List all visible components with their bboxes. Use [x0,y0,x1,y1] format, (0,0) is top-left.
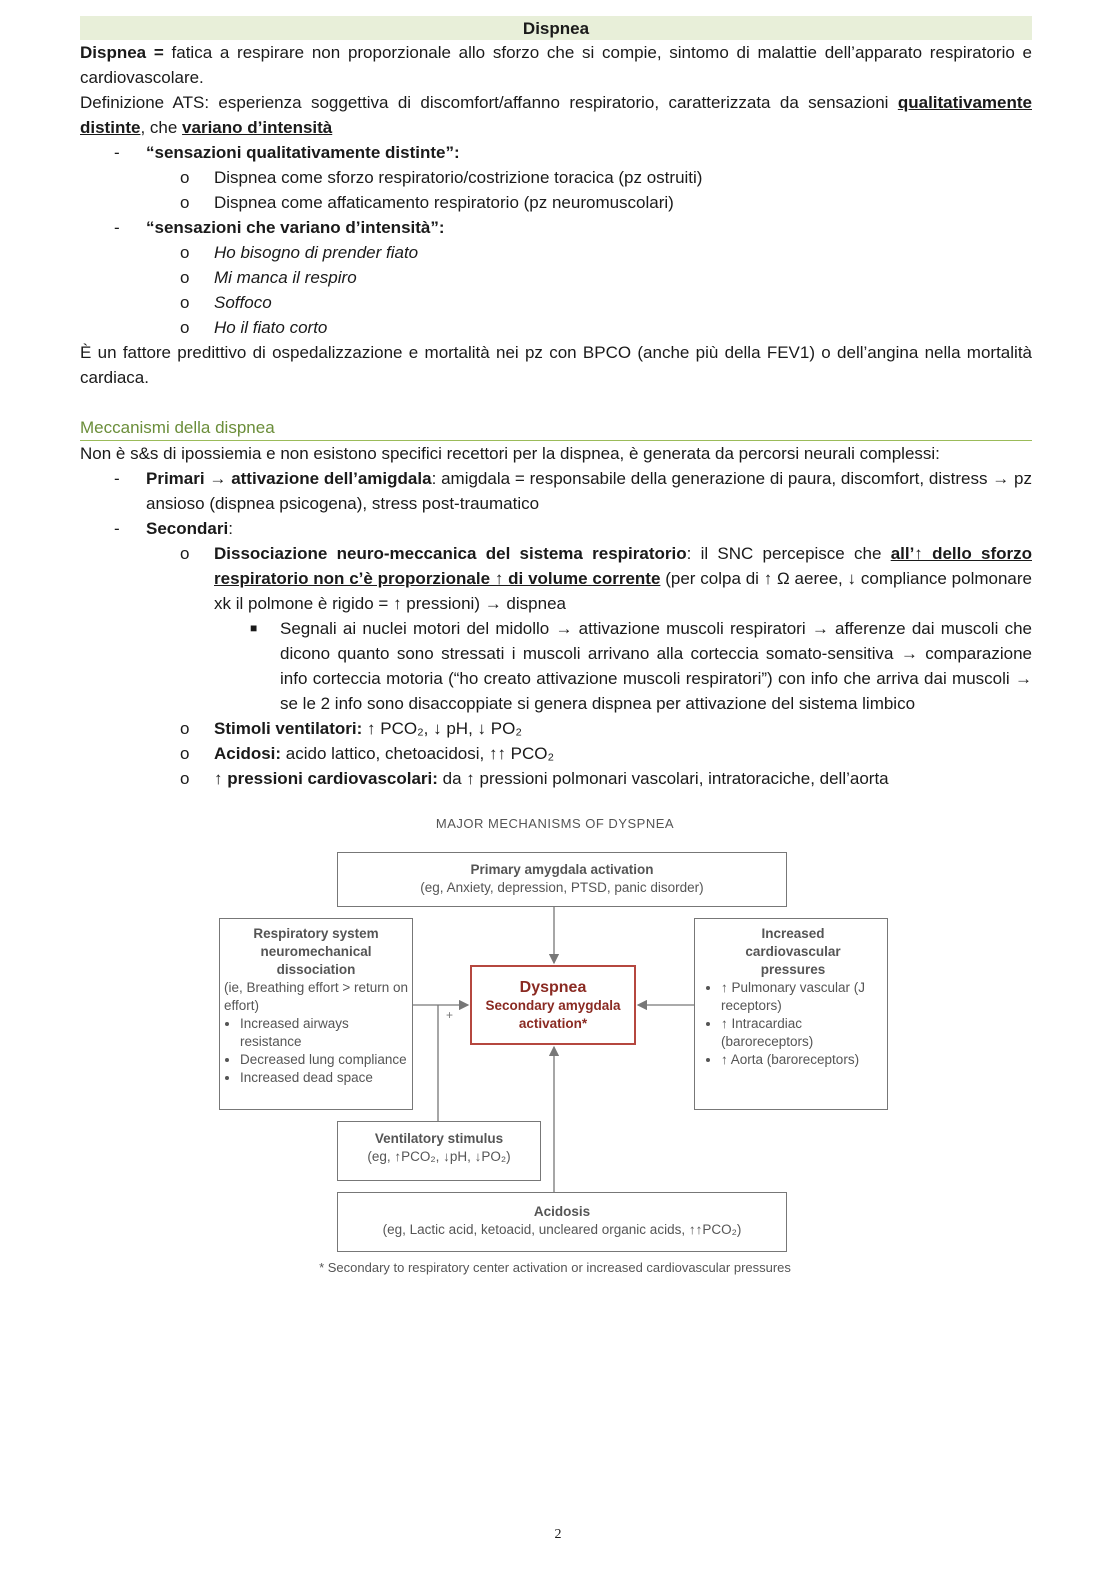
stimoli-item: o Stimoli ventilatori: ↑ PCO₂, ↓ pH, ↓ PO₂ [180,719,522,738]
primari-item: - Primari → attivazione dell’amigdala: amigdala = responsabile della generazione di paura, discomfort, distress → pz ansioso (dispnea psicogena), stress post-traumatico [114,469,1032,513]
list-item: • Increased dead space [240,1069,408,1087]
diagram-caption: MAJOR MECHANISMS OF DYSPNEA [435,816,675,831]
page-number: 2 [554,1527,562,1542]
mechanisms-diagram [210,812,900,1282]
list-item-text: Ho bisogno di prender fiato [214,243,419,262]
list2-head-text: “sensazioni che variano d’intensità”: [146,218,445,237]
predictive-paragraph: È un fattore predittivo di ospedalizzazione e mortalità nei pz con BPCO (anche più della FEV1) o dell’angina nella mortalità cardiaca. [80,343,1032,387]
list-item: • ↑ Pulmonary vascular (J receptors) [721,979,881,1015]
definition-text: fatica a respirare non proporzionale allo sforzo che si compie, sintomo di malattie dell’apparato respiratorio e cardiovascolare. [80,43,1032,87]
diss-text-1: : il SNC percepisce che [686,544,891,563]
list-item: o Ho il fiato corto [180,318,328,337]
ventilatory-box [337,1121,541,1181]
diss-label: Dissociazione neuro-meccanica del sistema respiratorio [214,544,687,563]
cardio-title: Increased cardiovascular pressures [745,926,841,977]
list-item: o Mi manca il respiro [180,268,357,287]
diss-underline: all’↑ dello sforzo respiratorio non c’è proporzionale ↑ di volume corrente [214,544,1032,588]
stim-label: Stimoli ventilatori: [214,719,363,738]
pressioni-item: o ↑ pressioni cardiovascolari: da ↑ pressioni polmonari vascolari, intratoraciche, dell’aorta [180,769,889,788]
acid-title: Acidosis [533,1204,591,1219]
diss-text-2: (per colpa di ↑ Ω aeree, ↓ compliance polmonare xk il polmone è rigido = ↑ pressioni) → dispnea [214,569,1032,613]
secondari-label: Secondari [146,519,229,538]
acidosis-box [337,1192,787,1252]
dyspnea-sub: Secondary amygdala activation* [485,998,621,1031]
list-item: • ↑ Aorta (baroreceptors) [721,1051,881,1069]
acid-sub: (eg, Lactic acid, ketoacid, uncleared organic acids, ↑↑PCO₂) [382,1222,742,1237]
secondari-item: - Secondari: [114,519,233,538]
dyspnea-title: Dyspnea [519,979,587,996]
dissociazione-item: o Dissociazione neuro-meccanica del sistema respiratorio: il SNC percepisce che all’↑ dello sforzo respiratorio non c’è proporzionale ↑ di volume corrente (per colpa di ↑ Ω aeree, ↓ compliance polmonare xk il polmone è rigido = ↑ pressioni) → dispnea [180,544,1032,613]
press-text: da ↑ pressioni polmonari vascolari, intratoraciche, dell’aorta [437,769,889,788]
secondari-text: : [228,519,233,538]
vent-title: Ventilatory stimulus [374,1131,504,1146]
section-heading: Meccanismi della dispnea [80,415,1032,441]
list-item: • ↑ Intracardiac (baroreceptors) [721,1015,881,1051]
definition-paragraph [80,40,1032,90]
vent-sub: (eg, ↑PCO₂, ↓pH, ↓PO₂) [367,1149,511,1164]
section-intro: Non è s&s di ipossiemia e non esistono specifici recettori per la dispnea, è generata da percorsi neurali complessi: [80,444,940,463]
cardiovascular-box [694,918,888,1110]
respiratory-box [219,918,413,1110]
segnali-text: Segnali ai nuclei motori del midollo → attivazione muscoli respiratori → afferenze dai muscoli che dicono quanto sono stressati i muscoli arrivano alla corteccia somato-sensitiva → comparazione info corteccia motoria (“ho creato attivazione muscoli respiratori”) con info che arriva dai muscoli → se le 2 info sono disaccoppiate si genera dispnea per attivazione del sistema limbico [280,619,1032,713]
resp-sub: (ie, Breathing effort > return on effort) [224,980,408,1013]
ats-underline-1: qualitativamente distinte [80,93,1032,137]
list1-head: - “sensazioni qualitativamente distinte”: [114,143,460,162]
diagram-footnote: * Secondary to respiratory center activation or increased cardiovascular pressures [319,1260,791,1275]
plus-sign: + [446,1008,454,1022]
list1-head-text: “sensazioni qualitativamente distinte”: [146,143,460,162]
list-item-text: Soffoco [214,293,272,312]
primary-title: Primary amygdala activation [470,862,654,877]
list-item-text: Ho il fiato corto [214,318,328,337]
list2-head: - “sensazioni che variano d’intensità”: [114,218,445,237]
primary-sub: (eg, Anxiety, depression, PTSD, panic disorder) [420,880,704,895]
primary-amygdala-box [337,852,787,907]
list-item-text: Dispnea come affaticamento respiratorio (pz neuromuscolari) [214,193,674,212]
list-item: o Ho bisogno di prender fiato [180,243,419,262]
primari-label: Primari → attivazione dell’amigdala [146,469,432,488]
acid-text: acido lattico, chetoacidosi, ↑↑ PCO₂ [281,744,555,763]
ats-mid: , che [140,118,183,137]
ats-definition-paragraph [80,90,1032,140]
dyspnea-box [470,965,636,1045]
list-item: • Decreased lung compliance [240,1051,408,1069]
list-item-text: Mi manca il respiro [214,268,357,287]
cardio-list [705,979,881,1069]
press-label: ↑ pressioni cardiovascolari: [214,769,438,788]
segnali-item: ■ Segnali ai nuclei motori del midollo → attivazione muscoli respiratori → afferenze dai muscoli che dicono quanto sono stressati i muscoli arrivano alla corteccia somato-sensitiva → comparazione info corteccia motoria (“ho creato attivazione muscoli respiratori”) con info che arriva dai muscoli → se le 2 info sono disaccoppiate si genera dispnea per attivazione del sistema limbico [250,619,1032,713]
acid-label: Acidosi: [214,744,282,763]
ats-underline-2: variano d’intensità [182,118,333,137]
list-item: o Dispnea come sforzo respiratorio/costrizione toracica (pz ostruiti) [180,168,703,187]
primari-text: : amigdala = responsabile della generazione di paura, discomfort, distress → pz ansioso (dispnea psicogena), stress post-traumatico [146,469,1032,513]
acidosi-item: o Acidosi: acido lattico, chetoacidosi, ↑↑ PCO₂ [180,744,555,763]
resp-title: Respiratory system neuromechanical dissociation [253,926,379,977]
list-item: o Soffoco [180,293,272,312]
ats-text: Definizione ATS: esperienza soggettiva di discomfort/affanno respiratorio, caratterizzata da sensazioni [80,93,898,112]
list-item: • Increased airways resistance [240,1015,408,1051]
resp-list [224,1015,408,1087]
page-title: Dispnea [80,16,1032,40]
list-item-text: Dispnea come sforzo respiratorio/costrizione toracica (pz ostruiti) [214,168,703,187]
list-item: o Dispnea come affaticamento respiratorio (pz neuromuscolari) [180,193,674,212]
document-page [80,16,1032,791]
definition-term: Dispnea = [80,43,164,62]
stim-text: ↑ PCO₂, ↓ pH, ↓ PO₂ [362,719,522,738]
